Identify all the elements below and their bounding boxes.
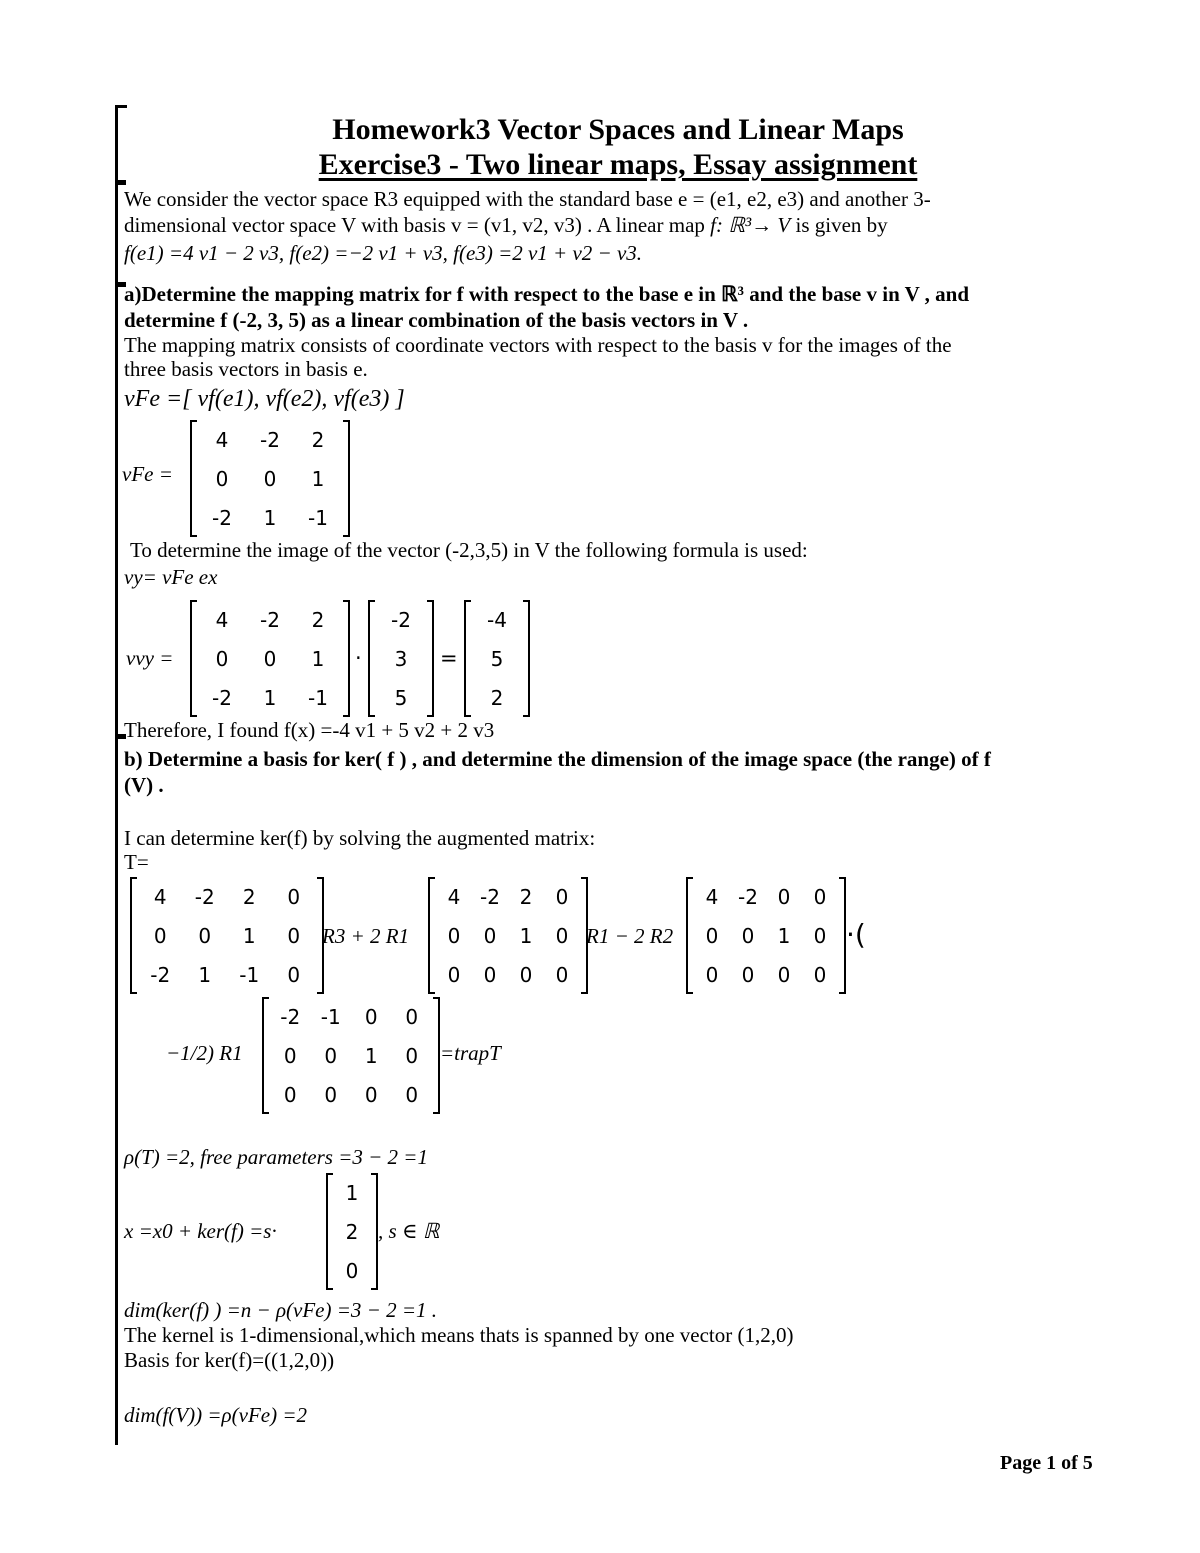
matrix-t3-cell: 1: [777, 923, 791, 948]
matrix-t3-cell: 0: [777, 962, 791, 987]
kernel-vector-cell: 1: [345, 1180, 359, 1205]
matrix-t2-cell: 0: [555, 923, 569, 948]
matrix-t-cell: 1: [198, 962, 212, 987]
kernel-basis: Basis for ker(f)=((1,2,0)): [124, 1348, 335, 1372]
matrix-t-cell: 2: [242, 884, 256, 909]
matrix-t2-row: [436, 955, 580, 994]
matrix-t-cell: -2: [150, 962, 171, 987]
result-vector: [464, 600, 530, 717]
matrix-t3-cell: 4: [705, 884, 719, 909]
page-number: Page 1 of 5: [1000, 1452, 1093, 1474]
part-a-explanation-1: The mapping matrix consists of coordinate vectors with respect to the basis v for the images of the: [124, 333, 952, 357]
matrix-t-row: [138, 955, 316, 994]
matrix-t4-cell: -1: [320, 1004, 341, 1029]
row-operation-1: R3 + 2 R1: [322, 924, 410, 948]
kernel-description: The kernel is 1-dimensional,which means thats is spanned by one vector (1,2,0): [124, 1323, 794, 1347]
vfe-repeat-cell: -2: [212, 685, 232, 710]
vfe-row: [198, 420, 342, 459]
mapping-matrix-formula: vFe =[ vf(e1), vf(e2), vf(e3) ]: [124, 386, 405, 412]
matrix-t3-cell: 0: [813, 962, 827, 987]
matrix-t2-cell: 0: [447, 962, 461, 987]
result-vector-cell: 2: [490, 685, 504, 710]
vfe-cell: -1: [308, 505, 328, 530]
row-operation-2: R1 − 2 R2: [586, 924, 674, 948]
matrix-t-row: [138, 916, 316, 955]
vfe-cell: 1: [311, 466, 325, 491]
matrix-t2-cell: 0: [555, 962, 569, 987]
matrix-t3-row: [694, 955, 838, 994]
exercise-title: Exercise3 - Two linear maps, Essay assignment: [318, 148, 918, 181]
equals-sign: =: [440, 646, 458, 670]
input-vector-row: [376, 678, 426, 717]
vfe-cell: 2: [311, 427, 325, 452]
rank-line: ρ(T) =2, free parameters =3 − 2 =1: [124, 1145, 428, 1169]
intro-line-2: [124, 213, 888, 238]
vfe-repeat-cell: 1: [263, 685, 277, 710]
matrix-t3-cell: 0: [705, 923, 719, 948]
matrix-t3-cell: 0: [705, 962, 719, 987]
part-a-conclusion: Therefore, I found f(x) =-4 v1 + 5 v2 + 2 v3: [124, 718, 495, 742]
section-bracket: [115, 105, 118, 1445]
input-vector-row: [376, 600, 426, 639]
matrix-t4-cell: 0: [364, 1004, 378, 1029]
kernel-vector: [326, 1173, 378, 1290]
solution-label: x =x0 + ker(f) =s·: [124, 1219, 277, 1243]
trap-label: =trapT: [440, 1041, 501, 1065]
kernel-vector-row: [334, 1212, 370, 1251]
matrix-t4-row: [270, 997, 432, 1036]
document-title: Homework3 Vector Spaces and Linear Maps: [332, 113, 904, 146]
vfe-repeat-cell: -1: [308, 685, 328, 710]
intro-line-2-end: is given by: [790, 213, 888, 237]
matrix-t3-cell: 0: [741, 962, 755, 987]
result-vector-row: [472, 600, 522, 639]
vfe-repeat-cell: -2: [260, 607, 280, 632]
vfe-repeat-row: [198, 678, 342, 717]
part-b-question-2: (V) .: [124, 773, 164, 797]
matrix-t2-cell: 1: [519, 923, 533, 948]
vvy-label: vvy =: [126, 646, 174, 670]
map-definition: f(e1) =4 v1 − 2 v3, f(e2) =−2 v1 + v3, f(e3) =2 v1 + v2 − v3.: [124, 241, 643, 265]
section-bracket-top: [115, 105, 127, 108]
vfe-label: vFe =: [122, 462, 173, 486]
vfe-repeat-cell: 4: [215, 607, 229, 632]
vfe-cell: 0: [263, 466, 277, 491]
matrix-t3-cell: 0: [777, 884, 791, 909]
kernel-vector-cell: 0: [345, 1258, 359, 1283]
part-a-explanation-2: three basis vectors in basis e.: [124, 357, 368, 381]
solution-suffix: , s ∈ ℝ: [378, 1219, 440, 1243]
kernel-vector-row: [334, 1251, 370, 1290]
kernel-dimension: dim(ker(f) ) =n − ρ(vFe) =3 − 2 =1 .: [124, 1298, 438, 1322]
matrix-t2-row: [436, 916, 580, 955]
t-label: T=: [124, 850, 149, 874]
intro-line-1: We consider the vector space R3 equipped with the standard base e = (e1, e2, e3) and another 3-: [124, 187, 931, 211]
matrix-t-cell: 0: [287, 923, 301, 948]
image-formula: vy= vFe ex: [124, 565, 218, 589]
matrix-t4-row: [270, 1075, 432, 1114]
dot-operator: ·: [355, 646, 362, 670]
matrix-t2-cell: -2: [480, 884, 500, 909]
matrix-t-step-2: [428, 877, 588, 994]
vfe-repeat-row: [198, 639, 342, 678]
result-vector-cell: -4: [487, 607, 507, 632]
vfe-repeat-cell: 1: [311, 646, 325, 671]
kernel-vector-row: [334, 1173, 370, 1212]
vfe-row: [198, 498, 342, 537]
matrix-t: [130, 877, 324, 994]
part-b-question-1: b) Determine a basis for ker( f ) , and determine the dimension of the image space (the range) of f: [124, 747, 991, 771]
matrix-t4-cell: 1: [364, 1043, 378, 1068]
input-vector: [368, 600, 434, 717]
matrix-t4-cell: 0: [283, 1043, 297, 1068]
row-operation-3: −1/2) R1: [166, 1041, 243, 1065]
row-operation-3-start: ·(: [846, 918, 866, 951]
image-intro-text: To determine the image of the vector (-2,3,5) in V the following formula is used:: [130, 538, 808, 562]
vfe-row: [198, 459, 342, 498]
vfe-repeat-cell: 0: [263, 646, 277, 671]
matrix-t2-cell: 2: [519, 884, 533, 909]
matrix-t-step-3: [686, 877, 846, 994]
matrix-t4-cell: -2: [280, 1004, 301, 1029]
vfe-repeat-cell: 2: [311, 607, 325, 632]
image-dimension: dim(f(V)) =ρ(vFe) =2: [124, 1403, 308, 1427]
part-b-intro: I can determine ker(f) by solving the augmented matrix:: [124, 826, 596, 850]
matrix-t2-cell: 0: [555, 884, 569, 909]
vfe-cell: -2: [212, 505, 232, 530]
matrix-t4-cell: 0: [324, 1043, 338, 1068]
input-vector-row: [376, 639, 426, 678]
matrix-t4-cell: 0: [405, 1004, 419, 1029]
vfe-cell: 4: [215, 427, 229, 452]
matrix-t-cell: 1: [242, 923, 256, 948]
matrix-t3-cell: 0: [813, 923, 827, 948]
input-vector-cell: -2: [391, 607, 411, 632]
matrix-t2-row: [436, 877, 580, 916]
matrix-t-cell: 0: [153, 923, 167, 948]
input-vector-cell: 5: [394, 685, 408, 710]
matrix-t-cell: 4: [153, 884, 167, 909]
vfe-cell: -2: [260, 427, 280, 452]
matrix-vfe-repeat: [190, 600, 350, 717]
kernel-vector-cell: 2: [345, 1219, 359, 1244]
intro-line-2-text: dimensional vector space V with basis v = (v1, v2, v3) . A linear map: [124, 213, 711, 237]
matrix-t2-cell: 0: [447, 923, 461, 948]
matrix-t-cell: 0: [287, 962, 301, 987]
matrix-t2-cell: 0: [519, 962, 533, 987]
matrix-t-step-4: [262, 997, 440, 1114]
vfe-repeat-cell: 0: [215, 646, 229, 671]
matrix-t3-cell: -2: [738, 884, 758, 909]
matrix-vfe: [190, 420, 350, 537]
matrix-t-row: [138, 877, 316, 916]
matrix-t4-cell: 0: [405, 1043, 419, 1068]
result-vector-row: [472, 678, 522, 717]
matrix-t3-cell: 0: [813, 884, 827, 909]
matrix-t-cell: 0: [287, 884, 301, 909]
map-signature: f: ℝ³→ V: [710, 213, 791, 237]
matrix-t4-cell: 0: [283, 1082, 297, 1107]
result-vector-cell: 5: [490, 646, 504, 671]
part-a-question-1: a)Determine the mapping matrix for f with respect to the base e in ℝ³ and the base v in V , and: [124, 282, 970, 306]
vfe-cell: 1: [263, 505, 277, 530]
matrix-t3-row: [694, 916, 838, 955]
matrix-t4-cell: 0: [324, 1082, 338, 1107]
matrix-t4-cell: 0: [364, 1082, 378, 1107]
matrix-t4-row: [270, 1036, 432, 1075]
matrix-t2-cell: 0: [483, 962, 497, 987]
input-vector-cell: 3: [394, 646, 408, 671]
vfe-repeat-row: [198, 600, 342, 639]
part-a-question-2: determine f (-2, 3, 5) as a linear combination of the basis vectors in V .: [124, 308, 749, 332]
matrix-t2-cell: 4: [447, 884, 461, 909]
matrix-t-cell: -1: [239, 962, 260, 987]
matrix-t3-cell: 0: [741, 923, 755, 948]
matrix-t-cell: 0: [198, 923, 212, 948]
matrix-t4-cell: 0: [405, 1082, 419, 1107]
matrix-t-cell: -2: [194, 884, 215, 909]
matrix-t3-row: [694, 877, 838, 916]
result-vector-row: [472, 639, 522, 678]
matrix-t2-cell: 0: [483, 923, 497, 948]
vfe-cell: 0: [215, 466, 229, 491]
